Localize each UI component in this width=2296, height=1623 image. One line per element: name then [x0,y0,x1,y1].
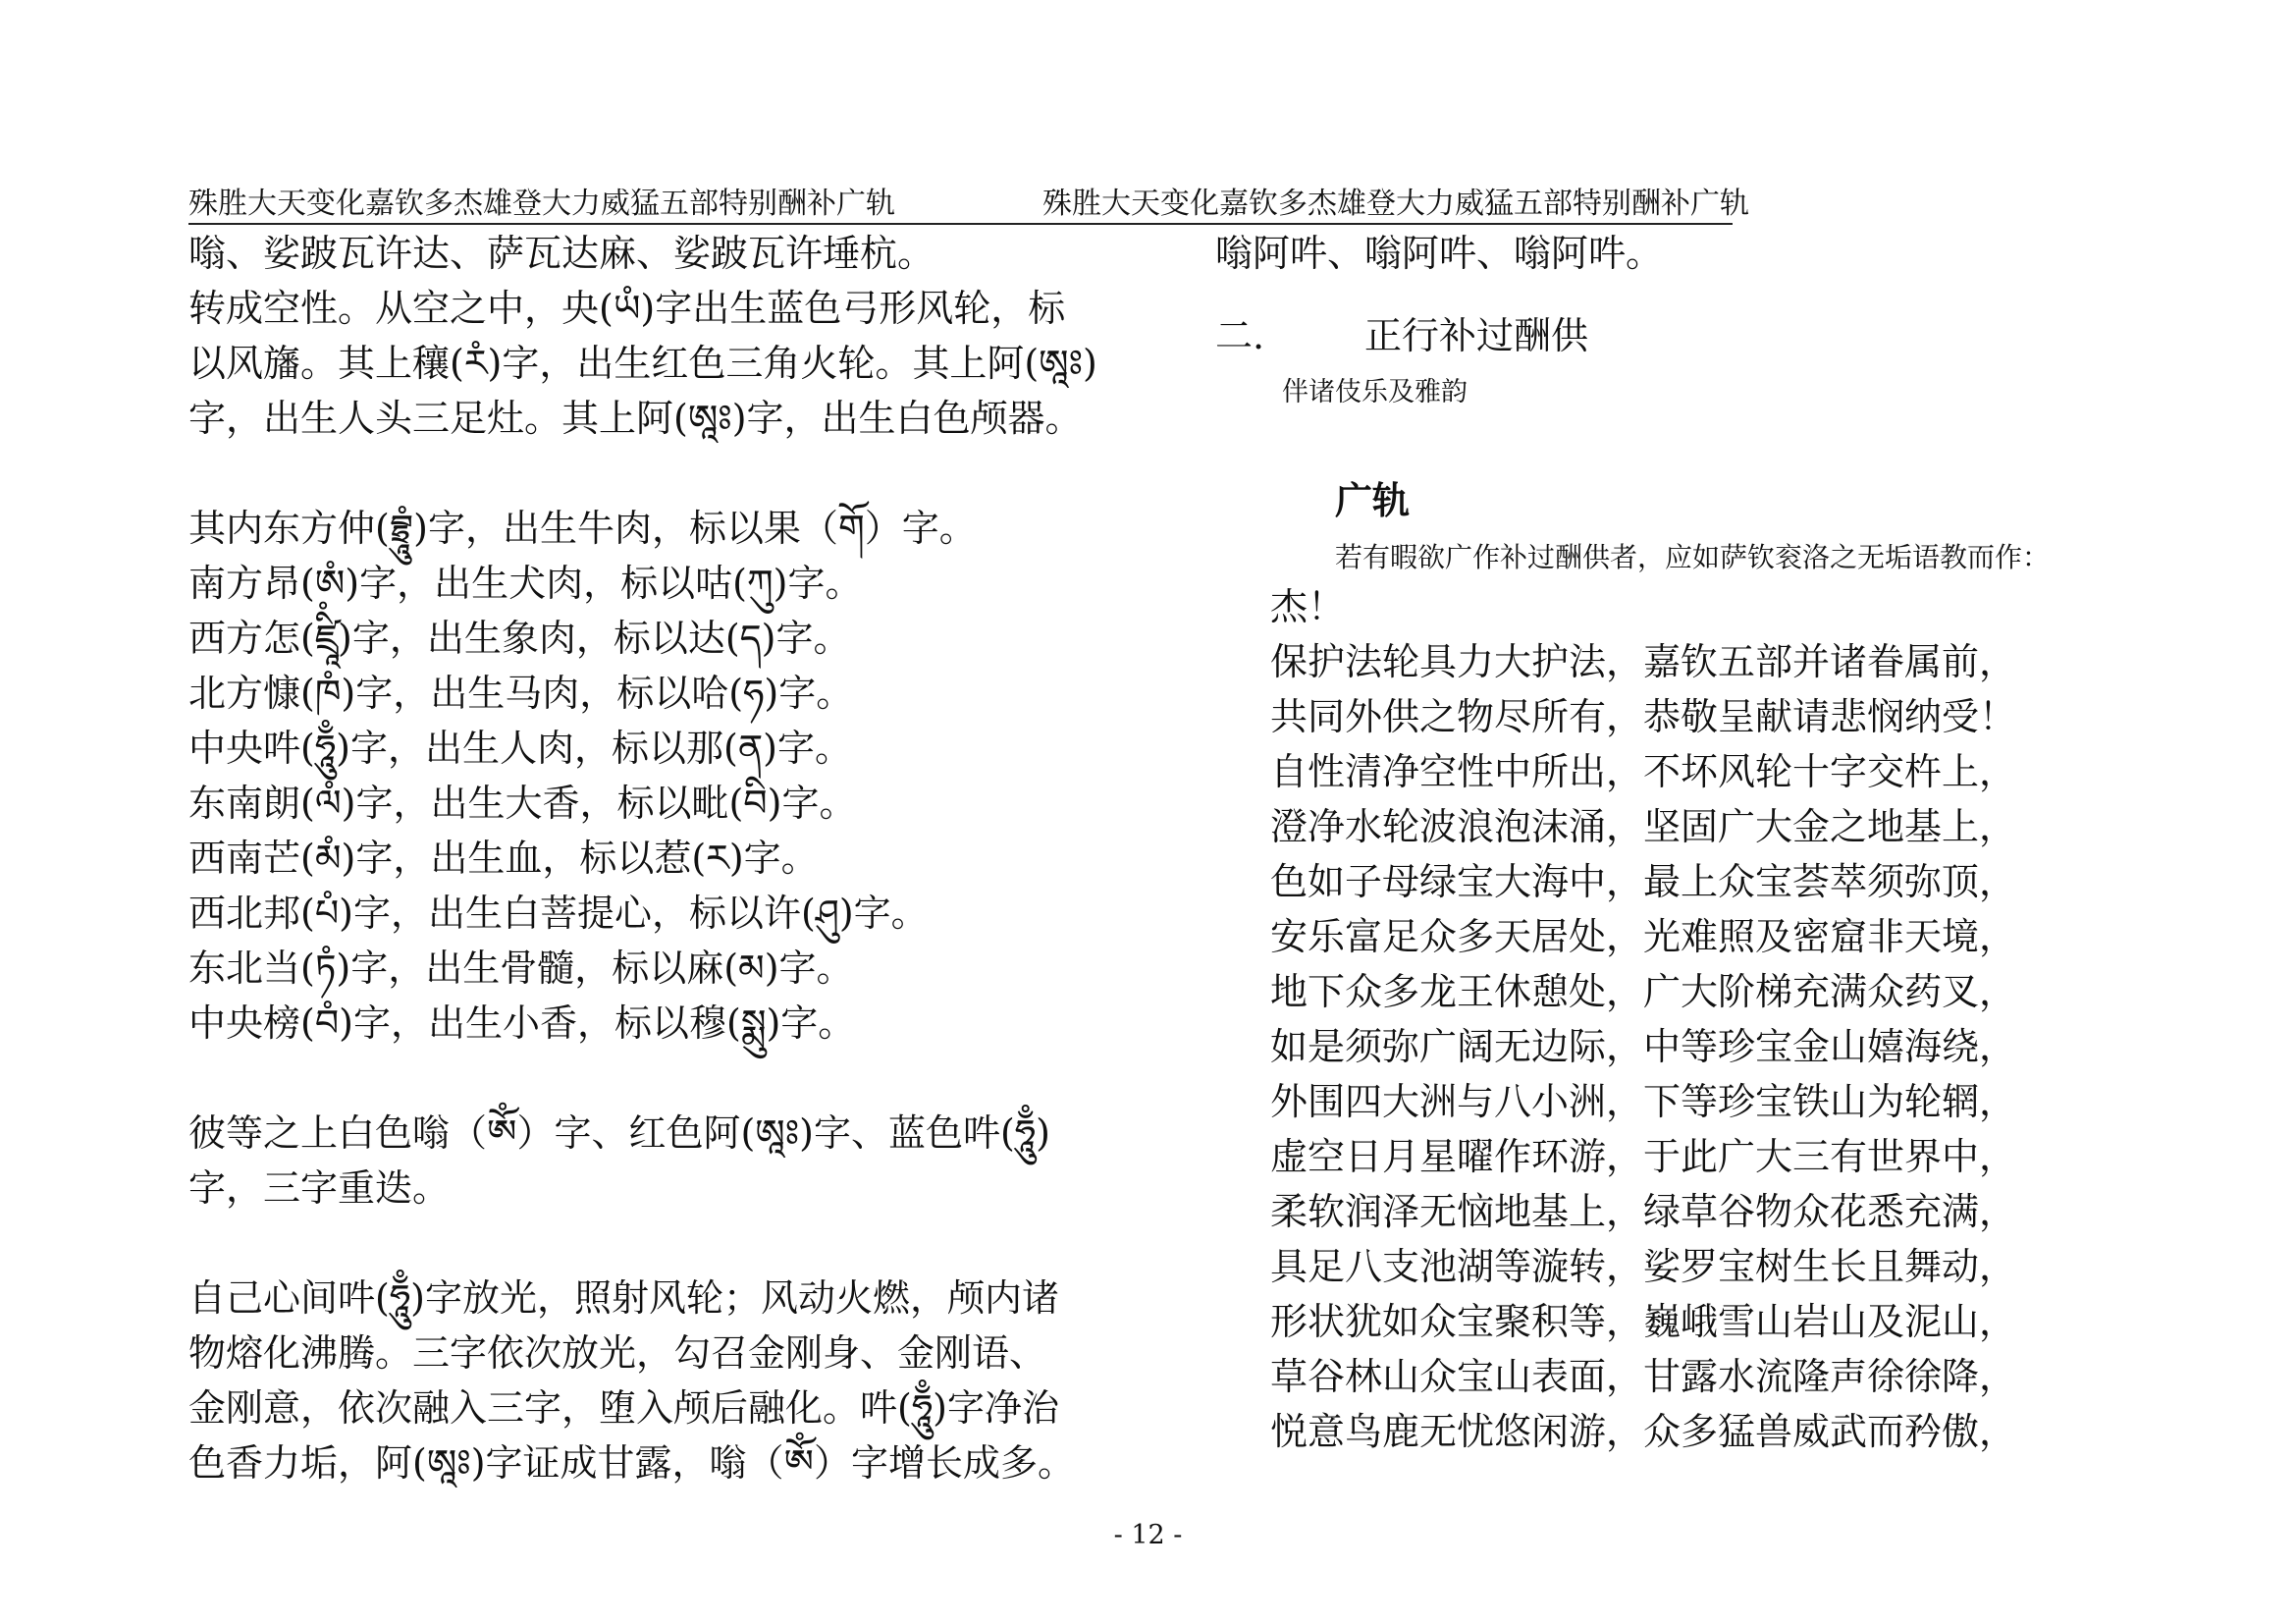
paragraph-blessing [188,1271,1092,1490]
verse-line: 共同外供之物尽所有，恭敬呈献请悲悯纳受！ [1270,695,2017,738]
verse-line: 草谷林山众宝山表面，甘露水流隆声徐徐降， [1270,1355,2017,1398]
header-rule [188,223,1733,225]
paragraph-directions [188,501,1092,1051]
verse-line: 形状犹如众宝聚积等，巍峨雪山岩山及泥山， [1270,1300,2017,1343]
mantra-line: 嗡阿吽、嗡阿吽、嗡阿吽。 [1215,232,1664,275]
text-line: 物熔化沸腾。三字依次放光，勾召金刚身、金刚语、 [188,1331,1047,1375]
section-heading [1215,308,2079,363]
section-title: 正行补过酬供 [1364,314,1589,357]
verse-line: 安乐富足众多天居处，光难照及密窟非天境， [1270,915,2017,958]
verse-line: 柔软润泽无恼地基上，绿草谷物众花悉充满， [1270,1190,2017,1233]
verse-line: 外围四大洲与八小洲，下等珍宝铁山为轮辋， [1270,1080,2017,1123]
text-line: 西北邦(པཾ)字，出生白菩提心，标以许(ཤུ)字。 [188,892,929,935]
text-line: 南方昂(ཨཾ)字，出生犬肉，标以咕(ཀུ)字。 [188,562,863,605]
verse-line: 具足八支池湖等漩转，娑罗宝树生长且舞动， [1270,1245,2017,1288]
left-column [188,226,1097,1490]
paragraph-three-syllables [188,1106,1092,1216]
text-line: 转成空性。从空之中，央(ཡཾ)字出生蓝色弓形风轮，标 [188,287,1066,330]
running-header-right: 殊胜大天变化嘉钦多杰雄登大力威猛五部特别酬补广轨 [1042,187,1749,221]
running-header-left: 殊胜大天变化嘉钦多杰雄登大力威猛五部特别酬补广轨 [188,187,895,221]
text-line: 自己心间吽(ཧཱུྃ)字放光，照射风轮；风动火燃，颅内诸 [188,1276,1060,1320]
paragraph-emptiness [188,226,1097,446]
text-line: 字，出生人头三足灶。其上阿(ཨཱཿ)字，出生白色颅器。 [188,397,1083,440]
verse-line: 杰！ [1270,585,1346,628]
intro-text: 若有暇欲广作补过酬供者，应如萨钦衮洛之无垢语教而作： [1335,541,2051,573]
section-note: 伴诸伎乐及雅韵 [1282,377,1468,407]
text-line: 其内东方仲(བྷྲཱུཾ)字，出生牛肉，标以果（གོ）字。 [188,507,977,550]
text-line: 字，三字重迭。 [188,1166,451,1210]
verse-line: 如是须弥广阔无边际，中等珍宝金山嬉海绕， [1270,1025,2017,1068]
text-line: 以风旛。其上穰(རཾ)字，出生红色三角火轮。其上阿(ཨཱཿ) [188,342,1097,385]
text-line: 嗡、娑跛瓦许达、萨瓦达麻、娑跛瓦许埵杭。 [188,232,935,275]
text-line: 西南芒(མཾ)字，出生血，标以惹(ར)字。 [188,837,819,880]
verse-line: 悦意鸟鹿无忧悠闲游，众多猛兽威武而矜傲， [1270,1410,2017,1453]
verse-line: 地下众多龙王休憩处，广大阶梯充满众药叉， [1270,970,2017,1013]
verse-line: 虚空日月星曜作环游，于此广大三有世界中， [1270,1135,2017,1178]
subheading: 广轨 [1335,478,1411,522]
verse-line: 自性清净空性中所出，不坏风轮十字交杵上， [1270,750,2017,793]
verse-line: 澄净水轮波浪泡沫涌，坚固广大金之地基上， [1270,805,2017,848]
right-column [1215,226,2079,1459]
section-number: 二. [1215,314,1265,357]
verse-line: 保护法轮具力大护法，嘉钦五部并诸眷属前， [1270,640,2017,683]
text-line: 金刚意，依次融入三字，堕入颅后融化。吽(ཧཱུྃ)字净治 [188,1386,1060,1430]
page-number: - 12 - [1113,1520,1183,1550]
verse-block [1215,579,2079,1459]
text-line: 色香力垢，阿(ཨཱཿ)字证成甘露，嗡（ཨོཾ）字增长成多。 [188,1441,1075,1485]
text-line: 西方怎(ཛྲཱིཾ)字，出生象肉，标以达(ད)字。 [188,617,851,660]
verse-line: 色如子母绿宝大海中，最上众宝荟萃须弥顶， [1270,860,2017,903]
text-line: 东北当(ཏཾ)字，出生骨髓，标以麻(མ)字。 [188,947,854,990]
text-line: 中央吽(ཧཱུྃ)字，出生人肉，标以那(ན)字。 [188,727,853,770]
text-line: 北方慷(ཁཾ)字，出生马肉，标以哈(ཧ)字。 [188,672,854,715]
text-line: 东南朗(ལཾ)字，出生大香，标以毗(བི)字。 [188,782,857,825]
text-line: 彼等之上白色嗡（ཨོཾ）字、红色阿(ཨཱཿ)字、蓝色吽(ཧཱུྃ) [188,1111,1050,1155]
text-line: 中央榜(བཾ)字，出生小香，标以穆(སྨུ)字。 [188,1001,856,1045]
